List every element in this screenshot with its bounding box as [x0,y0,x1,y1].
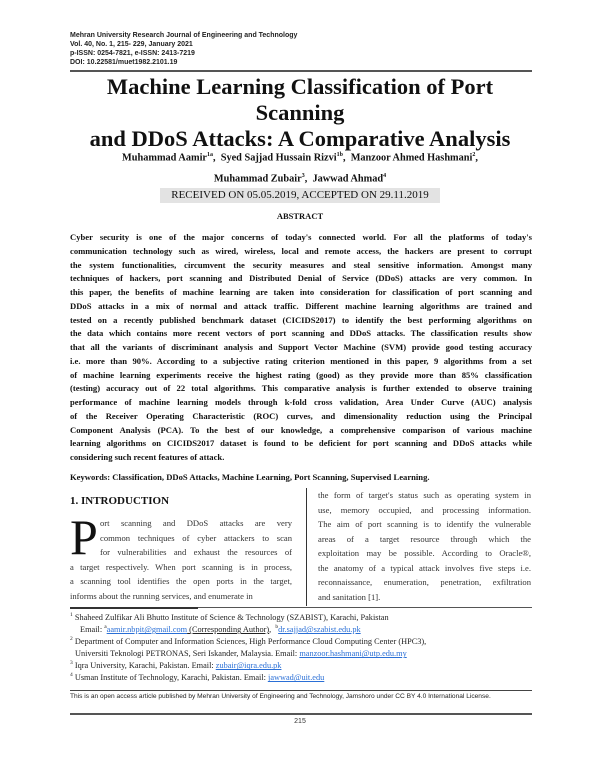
email-label: Email: [80,625,105,635]
text-line: and sanitation [1]. [318,591,381,602]
footnote-mark: b [275,624,279,631]
text-line: Cyber security is one of the major concerns of today's connected world. For all the platforms of today's [70,232,532,242]
journal-volume: Vol. 40, No. 1, 215- 229, January 2021 [70,41,193,48]
abstract-body [70,231,532,465]
footnote-mark: 4 [70,672,73,679]
license-rule [70,690,532,691]
author: Jawwad Ahmad [312,173,384,185]
footnote-4 [70,672,540,684]
footnote-text: Usman Institute of Technology, Karachi, Pakistan. Email: [74,673,269,683]
text-line: The aim of port scanning is to identify the vulnerable [318,519,531,529]
text-line: a target respectively. When port scanning is in process, [70,561,292,572]
footnote-1-email: Email: $^a$aamir.nbpit@gmail.com (Corresponding Author), $^b$dr.sajjad@szabist.edu.pk [80,624,361,635]
footnotes [70,612,540,685]
footer-rule [70,713,532,715]
footnote-text: Department of Computer and Information Sciences, High Performance Cloud Computing Center (HPC3), [74,637,427,647]
text-line: areas of a target resource through which the [318,533,531,544]
text-line: ort scanning and DDoS attacks are very [100,518,292,528]
author-sup: 4 [383,173,387,180]
paper-title [60,74,540,152]
text-line: of the Receiver Operating Characteristic (ROC) curves, and dimensionality reduction using the Principal [70,410,532,421]
footnote-2 [70,636,540,648]
text-line: the data which contains more recent vectors of port scanning and DDoS attacks. The classification results show [70,328,532,339]
text-line: i.e. more than 90%. According to a subjective rating criterion mentioned in this paper, 9 algorithms from a set [70,355,532,366]
footnote-1 [70,612,540,624]
text-line: the anatomy of a typical attack involves five steps i.e. [318,562,531,573]
email-link[interactable]: jawwad@uit.edu [268,673,325,683]
text-line: DDoS attacks in a mix of normal and attack traffic. Different machine learning algorithms are trained and [70,300,532,311]
text-line: a scanning tool identifies the open ports in the target, [70,576,292,586]
author-sup: 1a [207,152,213,158]
email-link[interactable]: manzoor.hashmani@utp.edu.my [299,649,407,659]
intro-left-column [70,516,292,603]
abstract-heading: ABSTRACT [276,211,324,221]
footnote-mark: 1 [70,612,73,619]
text-line: this paper, the benefits of machine learning are taken into consideration for classification of port scanning and [70,287,532,297]
keywords: Keywords: Classification, DDoS Attacks, Machine Learning, Port Scanning, Supervised Learning. [70,472,430,482]
title-line: Machine Learning Classification of Port Scanning [106,74,494,125]
text-line: Component Analysis (PCA). To the best of our knowledge, a comprehensive comparison of various machine [70,424,532,435]
text-line: tested on a recently published benchmark dataset (CICIDS2017) to identify the best performing algorithms on [70,314,532,325]
intro-right-column [318,488,531,604]
footnote-rule-thin [198,607,532,608]
footnote-text: Shaheed Zulfikar Ali Bhutto Institute of Science & Technology (SZABIST), Karachi, Pakistan [74,613,389,622]
journal-doi: DOI: 10.22581/muet1982.2101.19 [70,59,178,66]
author-sup: 3 [301,173,305,180]
journal-header [70,31,297,67]
author: Manzoor Ahmed Hashmani [350,152,473,164]
author: Muhammad Aamir [122,152,207,164]
email-link[interactable]: aamir.nbpit@gmail.com [106,625,188,635]
license-text: This is an open access article published by Mehran University of Engineering and Technology, Jamshoro under CC BY 4.0 International License. [70,693,491,700]
text-line: learning algorithms on CICIDS2017 dataset is found to be deficient for port scanning and DDoS attacks while [70,438,532,449]
email-link[interactable]: dr.sajjad@szabist.edu.pk [278,625,361,635]
footnote-mark: a [104,624,107,631]
author-list: Muhammad Aamir$^{1a}$, Syed Sajjad Hussain Rizvi$^{1b}$, Manzoor Ahmed Hashmani$^2$, Muhammad Zubair$^3$, Jawwad Ahmad$^4$ [122,152,478,185]
journal-name: Mehran University Research Journal of Engineering and Technology [70,32,298,39]
text-line: for vulnerabilities and exhaust the resources of [100,547,292,557]
drop-cap: P [70,515,98,559]
text-line: the system functionalities, circumvent the security measures and steal sensitive information. Amongst many [70,259,532,270]
text-line: the form of target's status such as operating system in [318,490,531,500]
author: Syed Sajjad Hussain Rizvi [220,152,337,164]
page-number: 215 [294,718,306,725]
text-line: (testing) accuracy out of 22 total algorithms. This comparative analysis is further extended to observe training [70,383,532,394]
section-heading-introduction: 1. INTRODUCTION [70,495,170,507]
received-dates: RECEIVED ON 05.05.2019, ACCEPTED ON 29.11.2019 [160,188,440,203]
text-line: considering such recent features of attack. [70,452,225,462]
email-link[interactable]: zubair@iqra.edu.pk [215,661,282,671]
footnote-mark: 2 [70,636,73,643]
text-line: communication technology such as wired, wireless, local and remote access, the hackers are present to corrupt [70,245,532,256]
footnote-rule [70,607,198,609]
text-line: performance of machine learning models through k-fold cross validation, Area Under Curve (AUC) analysis [70,397,532,407]
header-rule [70,70,532,72]
text-line: reconnaissance, enumeration, penetration, exfiltration [318,577,531,587]
corresponding-author: (Corresponding Author) [187,625,270,635]
column-divider [306,488,307,606]
text-line: common techniques of cyber attackers to scan [100,532,292,543]
title-line: and DDoS Attacks: A Comparative Analysis [89,126,511,151]
footnote-mark: 3 [70,660,73,667]
author-sup: 1b [336,152,343,158]
author-sup: 2 [472,152,476,158]
footnote-3 [70,660,540,672]
footnote-2-cont [70,648,540,660]
text-line: techniques of hackers, port scanning and Distributed Denial of Service (DDoS) attacks are very common. In [70,273,532,284]
footnote-text: Universiti Teknologi PETRONAS, Seri Iskander, Malaysia. Email: [75,649,300,659]
author: Muhammad Zubair [213,173,302,185]
footnote-text: Iqra University, Karachi, Pakistan. Email: [74,661,216,671]
text-line: informs about the running services, and enumerate in [70,590,253,601]
text-line: of machine learning experiments receive the highest rating (good) as they provide more than 85% classification [70,369,532,380]
journal-issn: p-ISSN: 0254-7821, e-ISSN: 2413-7219 [70,50,195,57]
text-line: that all the variants of discriminant analysis and Support Vector Machine (SVM) provide good testing accuracy [70,342,532,352]
text-line: use, memory occupied, and processing information. [318,504,531,515]
text-line: exploitation may be possible. According to Oracle®, [318,548,531,558]
